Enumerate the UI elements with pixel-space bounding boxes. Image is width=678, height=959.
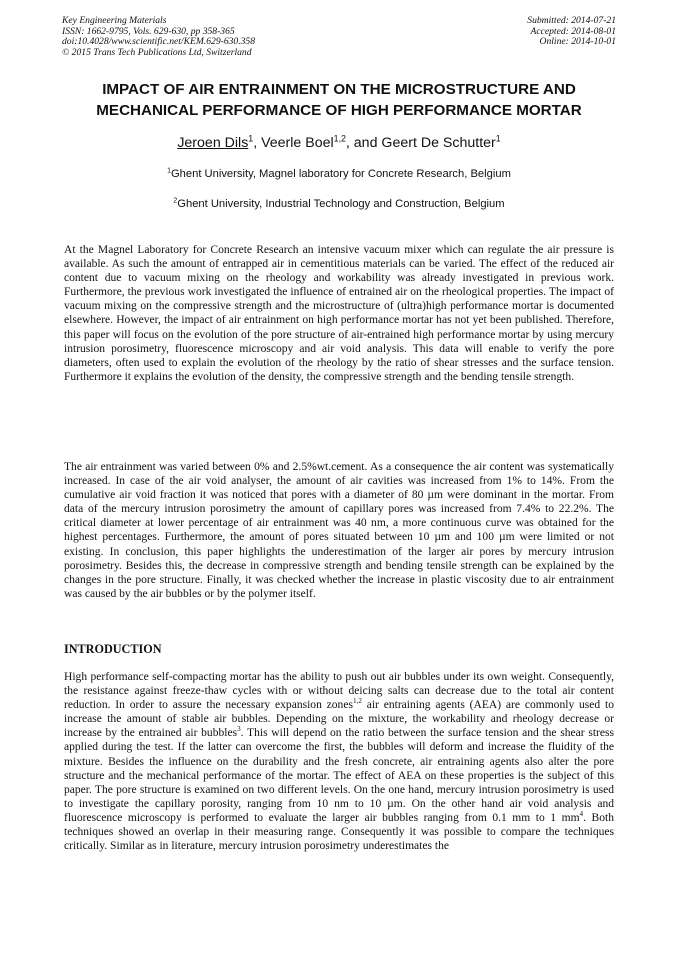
journal-info [62,16,255,58]
author-list [62,134,616,152]
submitted-date: Submitted: 2014-07-21 [527,15,616,26]
submission-dates [527,16,616,48]
author-3: Geert De Schutter [381,135,496,151]
affiliation-1 [62,167,616,181]
citation-1-2: 1,2 [352,697,362,706]
title-line-2: MECHANICAL PERFORMANCE OF HIGH PERFORMANCE MORTAR [96,102,582,119]
intro-text-part-2: air entraining agents (AEA) are commonly used to increase the amount of stable air bubbles. Depending on the mixture, the workability and rheology decrease or increase by the entrained air bubbles [64,699,614,740]
intro-text-part-1: High performance self-compacting mortar has the ability to push out air bubbles under its own weight. Consequently, the resistance against freeze-thaw cycles with or without deicing salts can decrease due to the total air content reduction. In order to assure the necessary expansion zones [64,671,614,712]
affiliation-1-text: Ghent University, Magnel laboratory for Concrete Research, Belgium [170,168,511,180]
abstract-text-1: At the Magnel Laboratory for Concrete Research an intensive vacuum mixer which can regulate the air pressure is available. As such the amount of entrapped air in cementitious materials can be varied. The effect of the reduced air content due to vacuum mixing on the rheology and workability was already investigated in previous work. Furthermore, the previous work investigated the influence of entrained air on the rheological properties. The impact of vacuum mixing on the compressive strength and the microstructure of (ultra)high performance mortar is documented elsewhere. However, the impact of air entrainment on high performance mortar has not yet been published. Therefore, this paper will focus on the evolution of the pore structure of air-entrained high performance mortar by using mercury intrusion porosimetry, fluorescence microscopy and air void analysis. This data will enable to verify the pore diameters, often used to explain the evolution of the rheology by the ratio of shear stresses and the surface tension. Furthermore it explains the evolution of the density, the compressive strength and the bending tensile strength. [64,244,614,383]
doi-line: doi:10.4028/www.scientific.net/KEM.629-630.358 [62,36,256,48]
author-1-affil: 1 [248,133,254,144]
author-3-affil: 1 [495,133,501,144]
introduction-paragraph [64,670,614,853]
copyright-line: © 2015 Trans Tech Publications Ltd, Switzerland [62,46,252,58]
author-2-affil: 1,2 [333,133,346,144]
affiliation-2 [62,197,616,211]
abstract-paragraph-1 [64,243,614,384]
accepted-date: Accepted: 2014-08-01 [530,25,616,37]
intro-text-part-3: . This will depend on the ratio between the surface tension and the shear stress applied during the test. If the latter can overcome the first, the bubbles will deform and increase the fluidity of the mixture. Besides the influence on the durability and the fresh concrete, air entraining agents also alter the pore structure and the mechanical performance of the mortar. The effect of AEA on these properties is the subject of this paper. The pore structure is examined on two different levels. On the one hand, mercury intrusion porosimetry is used to investigate the capillary porosity, ranging from 10 nm to 10 µm. On the other hand air void analysis and fluorescence microscopy is performed to evaluate the larger air bubbles ranging from 0.1 mm to 1 mm [64,727,615,824]
citation-3: 3 [237,725,241,734]
online-date: Online: 2014-10-01 [539,36,616,48]
introduction-text [64,670,614,853]
title-line-1: IMPACT OF AIR ENTRAINMENT ON THE MICROSTRUCTURE AND [102,81,576,98]
citation-4: 4 [579,810,584,819]
author-separator: , and [345,135,382,151]
journal-name: Key Engineering Materials [62,15,167,26]
author-2: Veerle Boel [261,135,334,151]
author-1: Jeroen Dils [177,135,249,151]
affiliation-2-number: 2 [173,197,178,205]
abstract-paragraph-2 [64,460,614,601]
intro-text-part-4: . Both techniques showed an overlap in their measuring range. Consequently it was possible to compare the techniques critically. Similar as in literature, mercury intrusion porosimetry underestimates the [64,811,614,853]
author-separator: , [253,135,262,151]
affiliation-2-text: Ghent University, Industrial Technology and Construction, Belgium [177,198,505,210]
paper-title [62,79,616,121]
issn-line: ISSN: 1662-9795, Vols. 629-630, pp 358-365 [62,25,235,37]
introduction-heading: INTRODUCTION [64,642,162,656]
abstract-text-2: The air entrainment was varied between 0% and 2.5%wt.cement. As a consequence the air content was systematically increased. In case of the air void analyser, the amount of air cavities was increased from 1% to 14%. From the cumulative air void fraction it was noticed that pores with a diameter of 80 µm were dominant in the mortar. From data of the mercury intrusion porosimetry the amount of capillary pores was increased from 7.4% to 22.2%. The critical diameter at lower percentage of air entrainment was 40 nm, a more continuous curve was obtained for the highest percentages. Furthermore, the amount of pores situated between 10 µm and 100 µm were limited or not existing. In conclusion, this paper highlights the underestimation of the larger air pores by mercury intrusion porosimetry. Besides this, the decrease in compressive strength and bending tensile strength can be explained by the changes in the pore structure. Finally, it was checked whether the increase in plastic viscosity due to air entrainment was caused by the air bubbles or by the polymer itself. [64,461,614,600]
affiliation-1-number: 1 [167,167,171,175]
